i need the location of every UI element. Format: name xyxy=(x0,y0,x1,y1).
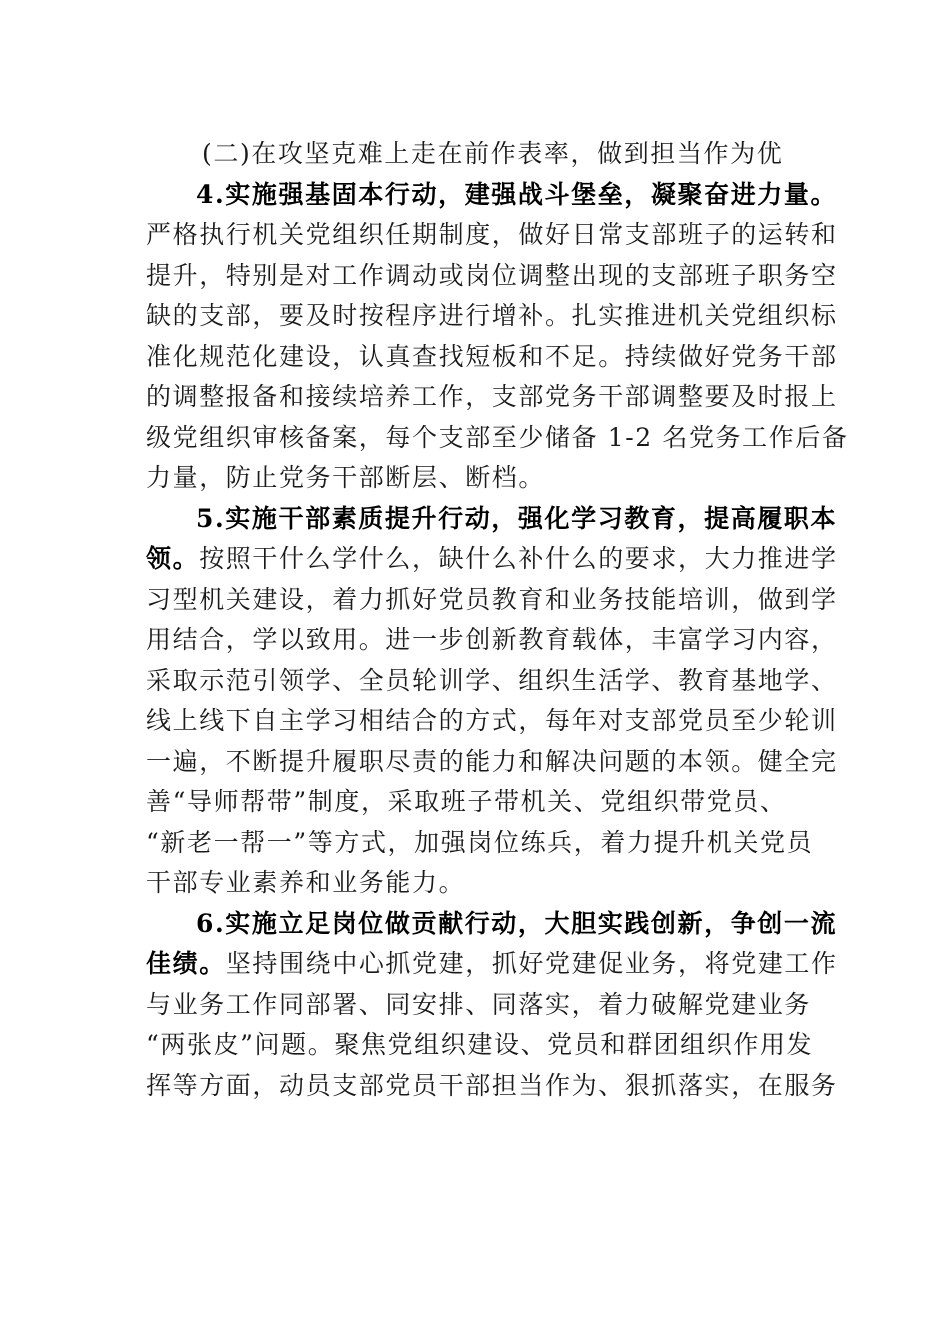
paragraph-5-title: 5.实施干部素质提升行动，强化学习教育，提高履职本 xyxy=(196,503,838,533)
paragraph-4-line: 力量，防止党务干部断层、断档。 xyxy=(146,463,546,492)
paragraph-6-title-end: 佳绩。 xyxy=(146,949,226,978)
paragraph-6-line: 挥等方面，动员支部党员干部担当作为、狠抓落实，在服务 xyxy=(146,1070,838,1100)
paragraph-5-text-start: 按照干什么学什么，缺什么补什么的要求，大力推进学 xyxy=(199,544,838,573)
paragraph-5-line: 习型机关建设，着力抓好党员教育和业务技能培训，做到学 xyxy=(146,584,838,614)
paragraph-6 xyxy=(146,904,838,1107)
paragraph-5-line: 采取示范引领学、全员轮训学、组织生活学、教育基地学、 xyxy=(146,665,838,695)
paragraph-5-title-continuation xyxy=(146,539,838,580)
paragraph-5-line: 一遍，不断提升履职尽责的能力和解决问题的本领。健全完 xyxy=(146,746,838,776)
paragraph-5-line: 干部专业素养和业务能力。 xyxy=(146,868,466,897)
paragraph-4-line: 严格执行机关党组织任期制度，做好日常支部班子的运转和 xyxy=(146,220,838,249)
paragraph-4-title: 4.实施强基固本行动，建强战斗堡垒，凝聚奋进力量。 xyxy=(196,179,838,209)
paragraph-5-line: 善“导师帮带”制度，采取班子带机关、党组织带党员、 xyxy=(146,787,787,816)
paragraph-5 xyxy=(146,499,838,904)
paragraph-4-line: 缺的支部，要及时按程序进行增补。扎实推进机关党组织标 xyxy=(146,301,838,330)
paragraph-4-line: 提升，特别是对工作调动或岗位调整出现的支部班子职务空 xyxy=(146,260,838,290)
paragraph-5-line: 用结合，学以致用。进一步创新教育载体，丰富学习内容， xyxy=(146,625,838,654)
paragraph-6-line: “两张皮”问题。聚焦党组织建设、党员和群团组织作用发 xyxy=(146,1030,814,1059)
paragraph-4-line: 准化规范化建设，认真查找短板和不足。持续做好党务干部 xyxy=(146,341,838,371)
paragraph-5-line: “新老一帮一”等方式，加强岗位练兵，着力提升机关党员 xyxy=(146,827,814,857)
paragraph-5-line: 线上线下自主学习相结合的方式，每年对支部党员至少轮训 xyxy=(146,706,838,735)
paragraph-6-title: 6.实施立足岗位做贡献行动，大胆实践创新，争创一流 xyxy=(196,908,838,938)
paragraph-4-line: 级党组织审核备案，每个支部至少储备 1-2 名党务工作后备 xyxy=(146,422,849,452)
paragraph-4 xyxy=(146,175,849,499)
document-body xyxy=(146,134,849,1106)
paragraph-5-title-end: 领。 xyxy=(146,544,200,573)
section-heading: (二)在攻坚克难上走在前作表率，做到担当作为优 xyxy=(202,139,784,168)
paragraph-6-text-start: 坚持围绕中心抓党建，抓好党建促业务，将党建工作 xyxy=(225,949,838,978)
paragraph-6-line: 与业务工作同部署、同安排、同落实，着力破解党建业务 xyxy=(146,989,812,1019)
paragraph-4-line: 的调整报备和接续培养工作，支部党务干部调整要及时报上 xyxy=(146,382,838,411)
paragraph-6-title-continuation xyxy=(146,944,838,985)
